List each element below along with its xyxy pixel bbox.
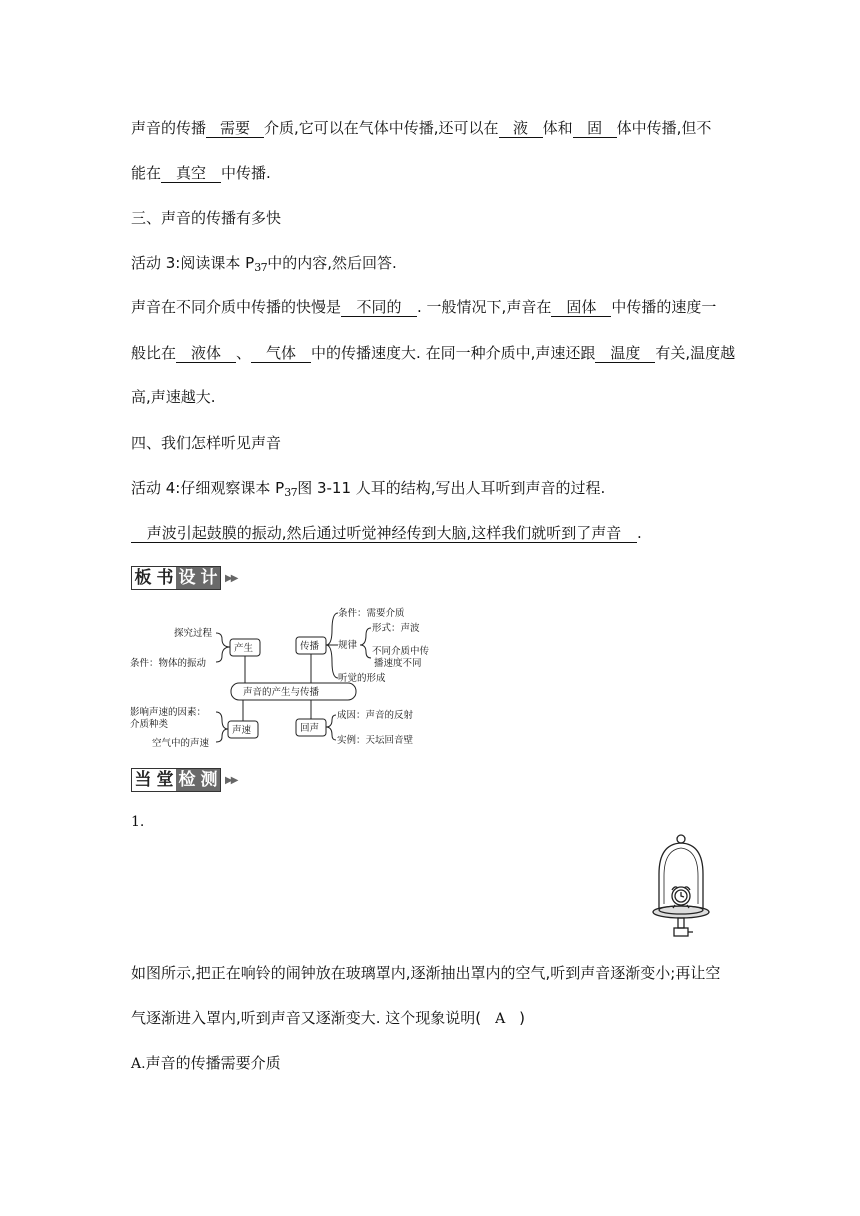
echo-item: 成因：声音的反射 [337,710,414,721]
speed-item: 影响声速的因素： [130,707,207,718]
answer-choice: A [495,1011,506,1027]
text: 气逐渐进入罩内,听到声音又逐渐变大. 这个现象说明( [131,1009,482,1027]
fill-blank: 液体 [176,344,236,363]
rule-item: 播速度不同 [374,658,422,669]
text: 声音在不同介质中传播的快慢是 [131,298,342,316]
hearing-node: 听觉的形成 [338,673,386,684]
activity-line [131,478,605,503]
echo-node: 回声 [300,723,320,734]
text: 中传播的速度一 [611,298,717,316]
board-design-banner [131,566,236,590]
banner-char: 测 [198,769,220,791]
rule-item: 不同介质中传 [372,646,430,657]
bell-jar-icon [645,832,717,944]
text-line [131,297,716,317]
banner-char: 当 [132,769,154,791]
section-heading: 四、我们怎样听见声音 [131,434,282,452]
fill-blank: 需要 [206,119,264,138]
page-subscript: 37 [284,486,298,499]
text-line [131,343,735,363]
text: 介质,它可以在气体中传播,还可以在 [264,119,499,137]
banner-char: 板 [132,567,154,589]
rule-node: 规律 [338,640,358,651]
center-node: 声音的产生与传播 [243,687,320,698]
text: . [637,524,642,542]
propagate-node: 传播 [300,641,320,652]
produce-node: 产生 [234,643,254,654]
text-line [131,163,271,183]
produce-item: 条件：物体的振动 [130,658,207,669]
banner-char: 检 [176,769,198,791]
fill-blank: 真空 [161,164,221,183]
speed-item: 空气中的声速 [152,738,210,749]
page-subscript: 37 [254,261,268,274]
section-heading: 三、声音的传播有多快 [131,209,282,227]
fill-blank: 气体 [251,344,311,363]
text: . 一般情况下,声音在 [417,298,552,316]
text: 图 3-11 人耳的结构,写出人耳听到声音的过程. [297,479,606,497]
text: 中传播. [221,164,271,182]
arrows-icon: ▶▶ [225,572,237,584]
option-label: A. [131,1056,146,1072]
speed-node: 声速 [232,725,252,736]
banner-char: 设 [176,567,198,589]
produce-item: 探究过程 [174,628,213,639]
text: 般比在 [131,344,177,362]
speed-item: 介质种类 [130,719,169,730]
text: 声音的传播 [131,119,207,137]
text-line [131,118,711,138]
text: 活动 3:阅读课本 P [131,254,255,272]
banner-char: 计 [198,567,220,589]
answer-line [131,523,642,543]
fill-blank: 声波引起鼓膜的振动,然后通过听觉神经传到大脑,这样我们就听到了声音 [131,524,637,543]
arrows-icon: ▶▶ [225,774,237,786]
classroom-test-banner [131,768,236,792]
text: 有关,温度越 [655,344,736,362]
echo-item: 实例：天坛回音壁 [337,735,414,746]
banner-char: 书 [154,567,176,589]
fill-blank: 固 [573,119,617,138]
activity-line [131,253,397,278]
option-text: 声音的传播需要介质 [145,1054,281,1072]
fill-blank: 温度 [595,344,655,363]
text: ) [519,1009,526,1027]
question-text [131,1008,525,1029]
option-a [131,1053,281,1074]
fill-blank: 不同的 [341,298,417,317]
text-line: 高,声速越大. [131,388,216,406]
rule-item: 形式：声波 [372,623,420,634]
question-text: 如图所示,把正在响铃的闹钟放在玻璃罩内,逐渐抽出罩内的空气,听到声音逐渐变小;再让空 [131,964,721,982]
text: 中的内容,然后回答. [267,254,397,272]
text: 体中传播,但不 [616,119,712,137]
question-number: 1. [131,814,145,830]
propagate-condition: 条件：需要介质 [338,608,405,619]
text: 活动 4:仔细观察课本 P [131,479,285,497]
banner-char: 堂 [154,769,176,791]
text: 体和 [542,119,573,137]
fill-blank: 液 [499,119,543,138]
text: 、 [236,344,252,362]
concept-map [128,600,458,752]
text: 能在 [131,164,162,182]
fill-blank: 固体 [551,298,611,317]
text: 中的传播速度大. 在同一种介质中,声速还跟 [311,344,596,362]
